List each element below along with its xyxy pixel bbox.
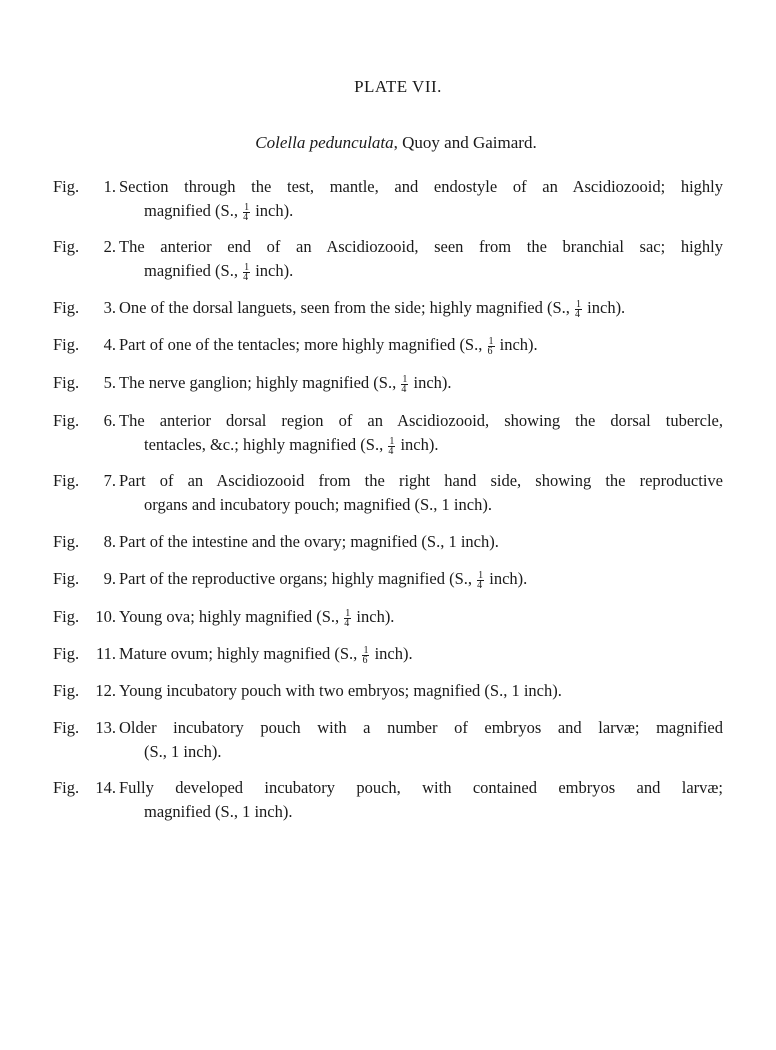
fraction-denominator: 4 — [575, 308, 581, 320]
caption-text: inch). — [370, 644, 413, 663]
caption-text: Mature ovum; highly magnified (S., — [119, 644, 362, 663]
fraction — [243, 263, 250, 282]
fraction — [243, 203, 250, 222]
caption-line-2: organs and incubatory pouch; magnified (S., 1 inch). — [144, 495, 492, 514]
caption-line-2 — [119, 433, 723, 457]
caption-text: inch). — [396, 435, 439, 454]
caption-line-1: Older incubatory pouch with a number of embryos and larvæ; magnified — [119, 718, 723, 737]
figure-label: Fig. — [53, 532, 80, 551]
figure-number: 10. — [95, 607, 116, 626]
figure-caption — [119, 642, 723, 666]
caption-text: magnified (S., — [144, 261, 243, 280]
caption-text: magnified (S., — [144, 201, 243, 220]
figure-number: 9. — [103, 569, 116, 588]
figure-entry-4 — [53, 333, 723, 357]
caption-line-2 — [119, 259, 723, 283]
caption-text: tentacles, &c.; highly magnified (S., — [144, 435, 388, 454]
caption-text: One of the dorsal languets, seen from the side; highly magnified (S., — [119, 298, 575, 317]
fraction — [388, 437, 395, 456]
caption-line-1 — [119, 605, 723, 629]
caption-text: inch). — [251, 261, 294, 280]
caption-text: inch). — [583, 298, 626, 317]
figure-caption — [119, 175, 723, 223]
figure-number: 12. — [95, 681, 116, 700]
figure-entry-6 — [53, 409, 723, 457]
caption-line-1: Fully developed incubatory pouch, with contained embryos and larvæ; — [119, 778, 723, 797]
caption-text: Young ova; highly magnified (S., — [119, 607, 344, 626]
plate-subtitle — [0, 133, 776, 153]
caption-line-1 — [119, 642, 723, 666]
figure-label: Fig. — [53, 569, 80, 588]
fraction-numerator: 1 — [576, 298, 582, 310]
fraction-denominator: 6 — [362, 654, 368, 666]
caption-text: inch). — [485, 569, 528, 588]
figure-number: 3. — [103, 298, 116, 317]
fraction — [477, 571, 484, 590]
figure-entry-2 — [53, 235, 723, 283]
fraction — [344, 609, 351, 628]
fraction-numerator: 1 — [244, 201, 250, 213]
figure-entry-3 — [53, 296, 723, 320]
figure-number: 14. — [95, 778, 116, 797]
fraction-numerator: 1 — [478, 569, 484, 581]
figure-label: Fig. — [53, 411, 80, 430]
fraction — [362, 646, 369, 665]
figure-label: Fig. — [53, 237, 80, 256]
fraction-denominator: 4 — [344, 617, 350, 629]
figure-caption — [119, 235, 723, 283]
figure-entry-10 — [53, 605, 723, 629]
fraction-numerator: 1 — [363, 644, 369, 656]
figure-caption — [119, 776, 723, 824]
figure-label: Fig. — [53, 607, 80, 626]
figure-label: Fig. — [53, 335, 80, 354]
figure-entry-13 — [53, 716, 723, 764]
figure-number: 6. — [103, 411, 116, 430]
caption-text: inch). — [352, 607, 395, 626]
figure-number: 8. — [103, 532, 116, 551]
figure-number: 5. — [103, 373, 116, 392]
fraction-denominator: 4 — [388, 445, 394, 457]
caption-line-1: The anterior end of an Ascidiozooid, seen from the branchial sac; highly — [119, 237, 723, 256]
figure-caption — [119, 530, 723, 554]
figure-number: 2. — [103, 237, 116, 256]
fraction-numerator: 1 — [244, 261, 250, 273]
figure-caption — [119, 716, 723, 764]
fraction-denominator: 4 — [243, 271, 249, 283]
figure-label: Fig. — [53, 718, 80, 737]
caption-line-1: Young incubatory pouch with two embryos; magnified (S., 1 inch). — [119, 681, 562, 700]
caption-line-1 — [119, 296, 723, 320]
caption-text: The nerve ganglion; highly magnified (S., — [119, 373, 401, 392]
caption-text: inch). — [495, 335, 538, 354]
figure-entry-12 — [53, 679, 723, 703]
caption-line-2: magnified (S., 1 inch). — [144, 802, 293, 821]
caption-line-2: (S., 1 inch). — [144, 742, 222, 761]
figure-caption — [119, 371, 723, 395]
figure-label: Fig. — [53, 778, 80, 797]
figure-entry-1 — [53, 175, 723, 223]
caption-line-1: The anterior dorsal region of an Ascidiozooid, showing the dorsal tubercle, — [119, 411, 723, 430]
figure-label: Fig. — [53, 177, 80, 196]
caption-text: inch). — [409, 373, 452, 392]
figure-label: Fig. — [53, 681, 80, 700]
figure-number: 1. — [103, 177, 116, 196]
caption-line-1: Section through the test, mantle, and endostyle of an Ascidiozooid; highly — [119, 177, 723, 196]
caption-line-2 — [119, 199, 723, 223]
figure-number: 11. — [95, 644, 116, 663]
figure-caption — [119, 409, 723, 457]
fraction-numerator: 1 — [389, 435, 395, 447]
figure-caption — [119, 605, 723, 629]
figure-label: Fig. — [53, 373, 80, 392]
figure-label: Fig. — [53, 471, 80, 490]
caption-text: Part of the reproductive organs; highly magnified (S., — [119, 569, 477, 588]
caption-text: inch). — [251, 201, 294, 220]
fraction-numerator: 1 — [488, 335, 494, 347]
figure-caption — [119, 296, 723, 320]
figure-entry-11 — [53, 642, 723, 666]
figure-entry-8 — [53, 530, 723, 554]
figure-caption — [119, 567, 723, 591]
figure-number: 13. — [95, 718, 116, 737]
caption-line-1 — [119, 333, 723, 357]
plate-title: PLATE VII. — [354, 77, 442, 96]
caption-line-1: Part of an Ascidiozooid from the right hand side, showing the reproductive — [119, 471, 723, 490]
fraction — [575, 300, 582, 319]
fraction-denominator: 4 — [243, 211, 249, 223]
fraction-numerator: 1 — [402, 373, 408, 385]
fraction-denominator: 4 — [401, 383, 407, 395]
figure-caption — [119, 679, 723, 703]
fraction-numerator: 1 — [345, 607, 351, 619]
figure-number: 4. — [103, 335, 116, 354]
figure-entry-9 — [53, 567, 723, 591]
fraction-denominator: 4 — [477, 579, 483, 591]
figure-entry-14 — [53, 776, 723, 824]
fraction-denominator: 6 — [487, 345, 493, 357]
figure-entry-5 — [53, 371, 723, 395]
caption-text: Part of one of the tentacles; more highly magnified (S., — [119, 335, 487, 354]
figure-entry-7 — [53, 469, 723, 517]
figure-label: Fig. — [53, 298, 80, 317]
caption-line-1 — [119, 371, 723, 395]
fraction — [488, 337, 495, 356]
caption-line-1: Part of the intestine and the ovary; magnified (S., 1 inch). — [119, 532, 499, 551]
fraction — [401, 375, 408, 394]
species-authority: , Quoy and Gaimard. — [393, 133, 537, 152]
figure-caption — [119, 333, 723, 357]
figure-number: 7. — [103, 471, 116, 490]
caption-line-1 — [119, 567, 723, 591]
figure-caption — [119, 469, 723, 517]
figure-label: Fig. — [53, 644, 80, 663]
species-name: Colella pedunculata — [255, 133, 394, 152]
